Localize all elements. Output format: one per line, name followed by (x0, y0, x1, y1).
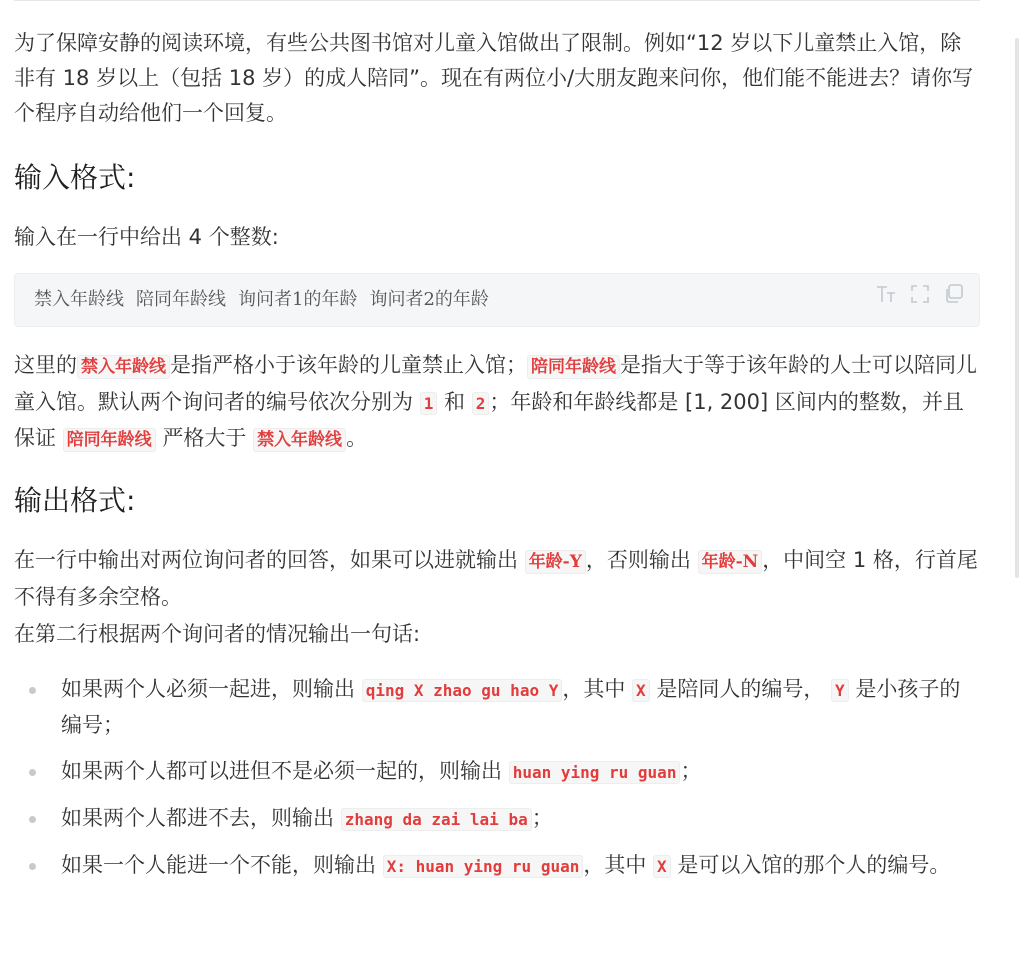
inline-code: 年龄-N (698, 550, 763, 574)
item-text: 如果两个人都可以进但不是必须一起的，则输出 (61, 759, 502, 783)
inline-code: X: huan ying ru guan (383, 855, 584, 878)
item-text: ； (531, 806, 553, 830)
output-text: ，否则输出 (585, 548, 691, 572)
desc-text: 。 (346, 426, 368, 450)
inline-code: zhang da zai lai ba (341, 808, 532, 831)
description-paragraph (14, 348, 980, 458)
item-text: 是可以入馆的那个人的编号。 (677, 853, 951, 877)
inline-code: 禁入年龄线 (77, 355, 170, 379)
inline-code: X (632, 679, 650, 702)
item-text: 是陪同人的编号， (656, 677, 825, 701)
desc-text: 这里的 (14, 353, 77, 377)
list-item (14, 754, 980, 790)
code-toolbar (875, 283, 965, 305)
inline-code: X (653, 855, 671, 878)
inline-code: qing X zhao gu hao Y (362, 679, 563, 702)
list-item (14, 848, 980, 884)
item-text: ，其中 (583, 853, 647, 877)
output-format-heading: 输出格式: (14, 484, 136, 517)
code-field-ban-age: 禁入年龄线 (34, 289, 124, 310)
inline-code: 1 (420, 392, 438, 415)
font-size-icon[interactable] (875, 283, 897, 305)
desc-text: ；年龄和年龄线都是 [1, 200] 区间内的整数，并且保证 (14, 390, 964, 450)
input-code-block (14, 273, 980, 327)
desc-text: 和 (444, 390, 466, 414)
top-divider (14, 0, 980, 1)
copy-icon[interactable] (943, 283, 965, 305)
output-text: 在一行中输出对两位询问者的回答，如果可以进就输出 (14, 548, 518, 572)
inline-code: 2 (472, 392, 490, 415)
inline-code: huan ying ru guan (509, 761, 681, 784)
desc-text: 严格大于 (162, 426, 247, 450)
code-field-asker2-age: 询问者2的年龄 (369, 289, 489, 310)
input-format-heading: 输入格式: (14, 161, 136, 194)
desc-text: 是指大于等于该年龄的人士可以陪同儿童入馆。默认两个询问者的编号依次分别为 (14, 353, 977, 414)
output-format-text (14, 543, 980, 615)
item-text: 如果两个人必须一起进，则输出 (61, 677, 355, 701)
inline-code: 年龄-Y (525, 550, 586, 574)
code-content (34, 285, 489, 315)
list-item (14, 672, 980, 743)
input-format-text: 输入在一行中给出 4 个整数: (14, 225, 279, 249)
problem-content (14, 26, 980, 884)
list-item (14, 801, 980, 837)
item-text: 如果两个人都进不去，则输出 (61, 806, 334, 830)
item-text: 如果一个人能进一个不能，则输出 (61, 853, 376, 877)
fullscreen-icon[interactable] (909, 283, 931, 305)
desc-text: 是指严格小于该年龄的儿童禁止入馆； (170, 353, 527, 377)
inline-code: 禁入年龄线 (253, 428, 346, 452)
item-text: ； (680, 759, 702, 783)
item-text: 是小孩子的编号； (61, 677, 961, 737)
output-second-line-text: 在第二行根据两个询问者的情况输出一句话: (14, 622, 421, 646)
output-cases-list (14, 672, 980, 884)
code-field-escort-age: 陪同年龄线 (136, 289, 226, 310)
intro-paragraph: 为了保障安静的阅读环境，有些公共图书馆对儿童入馆做出了限制。例如“12 岁以下儿童禁止入馆，除非有 18 岁以上（包括 18 岁）的成人陪同”。现在有两位小/大朋友跑来问你，他们能不能进去？请你写个程序自动给他们一个回复。 (14, 31, 974, 125)
code-field-asker1-age: 询问者1的年龄 (238, 289, 358, 310)
inline-code: 陪同年龄线 (63, 428, 156, 452)
output-text: ，中间空 1 格，行首尾不得有多余空格。 (14, 548, 978, 609)
inline-code: Y (831, 679, 849, 702)
scrollbar[interactable] (1015, 38, 1019, 578)
inline-code: 陪同年龄线 (527, 355, 620, 379)
item-text: ，其中 (562, 677, 626, 701)
